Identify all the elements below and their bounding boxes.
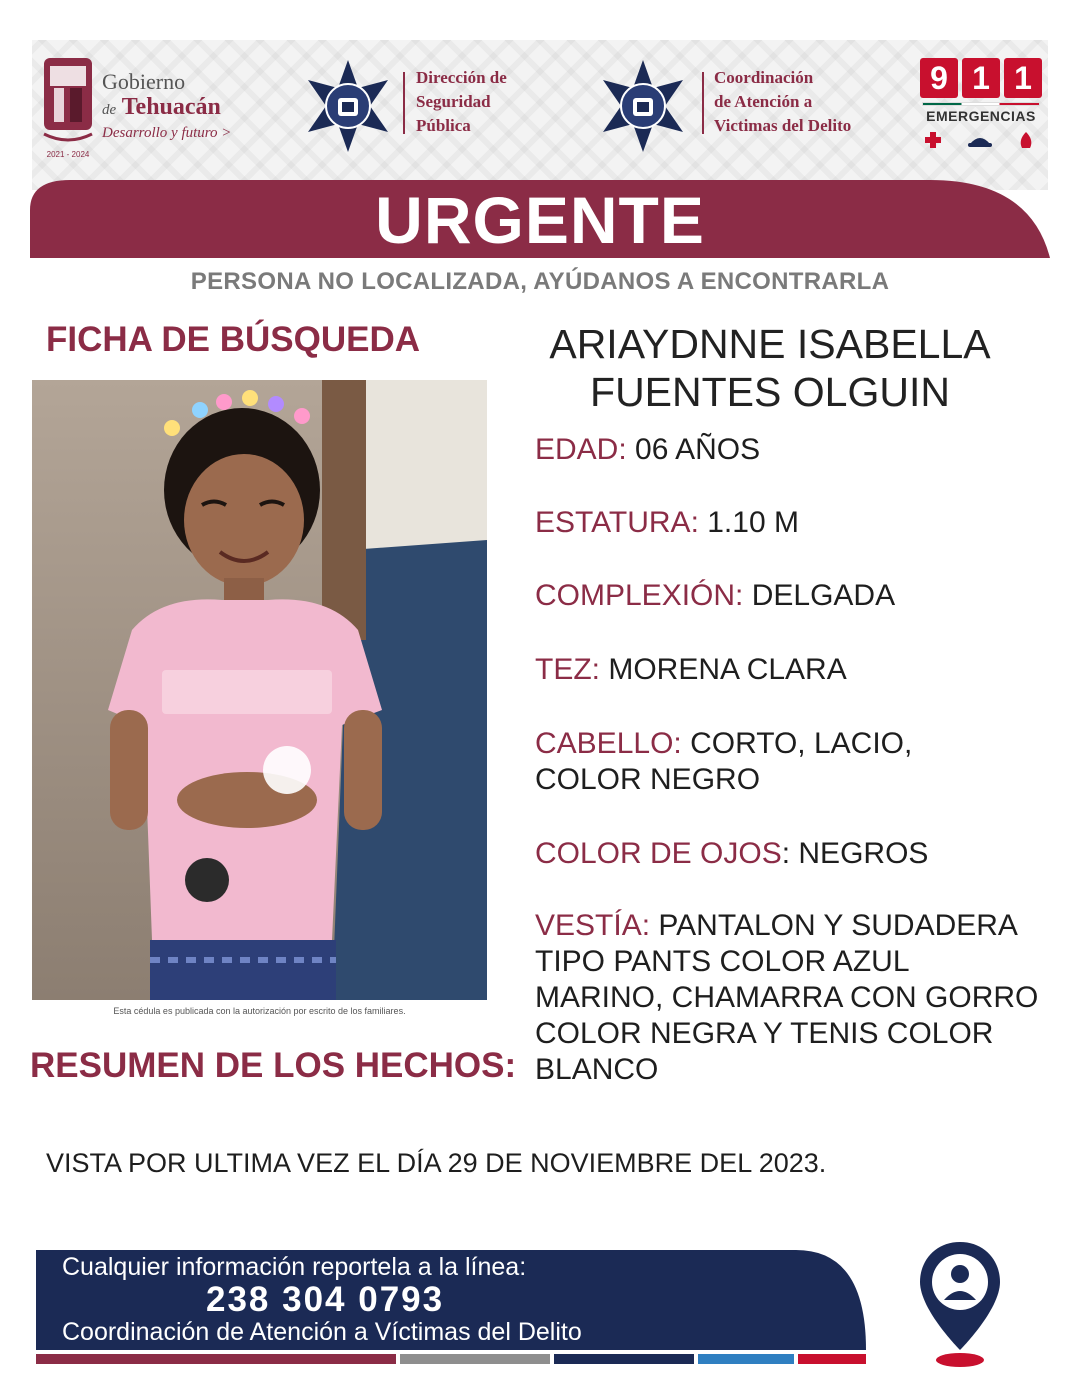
subtitle: PERSONA NO LOCALIZADA, AYÚDANOS A ENCONTRARLA <box>190 268 890 295</box>
government-line1: Gobierno <box>102 69 186 94</box>
agency1-line2: Seguridad <box>416 92 491 111</box>
police-cap-icon <box>968 138 992 147</box>
eyes-label: COLOR DE OJOS <box>535 837 782 870</box>
government-years: 2021 - 2024 <box>46 150 90 159</box>
person-name <box>520 320 1020 416</box>
footer-info-text: Cualquier información reportela a la línea: <box>62 1253 527 1281</box>
government-logo <box>40 54 260 159</box>
emergency-label: EMERGENCIAS <box>926 108 1036 124</box>
height-value: 1.10 M <box>698 506 799 539</box>
missing-person-photo <box>32 380 487 1000</box>
government-line2-prefix: de <box>102 102 117 118</box>
eyes-value: : NEGROS <box>781 837 929 870</box>
government-city: Tehuacán <box>121 94 221 120</box>
photo-caption: Esta cédula es publicada con la autorización por escrito de los familiares. <box>113 1006 406 1016</box>
detail-build <box>535 578 1045 614</box>
agency1-name <box>416 66 507 138</box>
emergency-icons <box>922 130 1040 150</box>
emergency-911-logo <box>918 58 1044 150</box>
agency2-line3: Victimas del Delito <box>714 116 852 135</box>
complexion-value: MORENA CLARA <box>600 653 847 686</box>
footer-agency-text: Coordinación de Atención a Víctimas del Delito <box>62 1318 582 1346</box>
agency2-name <box>714 66 851 138</box>
government-line2 <box>102 94 231 123</box>
fire-icon <box>1021 132 1032 148</box>
agency2-separator <box>702 72 704 134</box>
detail-eyes <box>535 836 1045 872</box>
agency1-line1: Dirección de <box>416 68 507 87</box>
police-star-icon <box>595 58 691 154</box>
last-seen-text: VISTA POR ULTIMA VEZ EL DÍA 29 DE NOVIEMBRE DEL 2023. <box>46 1148 827 1178</box>
detail-clothing <box>535 908 1045 1088</box>
government-slogan: Desarrollo y futuro > <box>102 125 232 141</box>
complexion-label: TEZ: <box>535 653 600 686</box>
detail-complexion <box>535 652 1045 688</box>
photo-illustration <box>32 380 487 1000</box>
summary-title: RESUMEN DE LOS HECHOS: <box>30 1046 517 1085</box>
footer-phone: 238 304 0793 <box>206 1280 445 1319</box>
hair-value: CORTO, LACIO, COLOR NEGRO <box>535 727 913 796</box>
build-value: DELGADA <box>743 579 896 612</box>
clothing-value: PANTALON Y SUDADERA TIPO PANTS COLOR AZUL MARINO, CHAMARRA CON GORRO COLOR NEGRA Y TENIS COLOR BLANCO <box>535 909 1039 1086</box>
search-sheet-title: FICHA DE BÚSQUEDA <box>46 320 420 359</box>
detail-age <box>535 432 1045 468</box>
detail-hair <box>535 726 935 798</box>
height-label: ESTATURA: <box>535 506 699 539</box>
agency1-separator <box>403 72 405 134</box>
age-label: EDAD: <box>535 433 627 466</box>
emergency-digit: 1 <box>962 58 1000 98</box>
emergency-digit: 1 <box>1004 58 1042 98</box>
agency2-line2: de Atención a <box>714 92 813 111</box>
tricolor-stripe <box>922 102 1040 106</box>
person-name-line1: ARIAYDNNE ISABELLA <box>549 321 991 367</box>
clothing-label: VESTÍA: <box>535 909 651 942</box>
location-pin-person-icon <box>916 1238 1004 1368</box>
cross-icon <box>925 132 941 148</box>
hair-label: CABELLO: <box>535 727 682 760</box>
age-value: 06 AÑOS <box>626 433 761 466</box>
detail-height <box>535 505 1045 541</box>
agency2-line1: Coordinación <box>714 68 814 87</box>
government-name <box>102 70 231 143</box>
build-label: COMPLEXIÓN: <box>535 579 744 612</box>
agency1-line3: Pública <box>416 116 471 135</box>
police-star-icon <box>300 58 396 154</box>
urgent-title: URGENTE <box>375 183 705 257</box>
shield-logo-icon <box>40 54 96 146</box>
emergency-digit: 9 <box>920 58 958 98</box>
person-name-line2: FUENTES OLGUIN <box>590 369 950 415</box>
